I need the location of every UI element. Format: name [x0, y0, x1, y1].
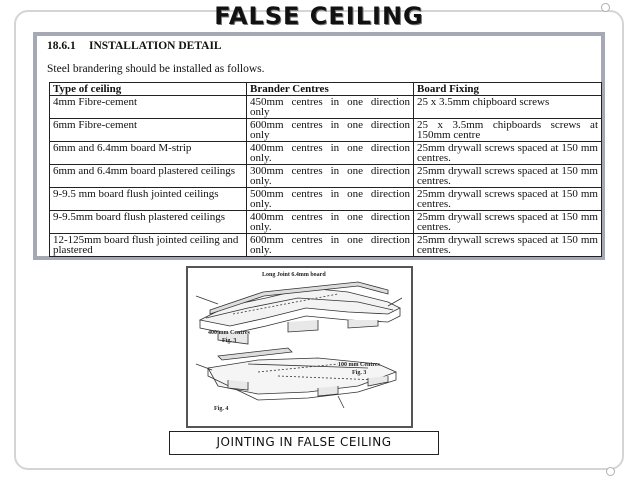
- board-fixing-cell: 25mm drywall screws spaced at 150 mm centres.: [414, 210, 602, 233]
- brander-centres-cell: 300mm centres in one direction only.: [247, 164, 414, 187]
- ceiling-type-cell: 6mm Fibre-cement: [50, 118, 247, 141]
- column-header: Board Fixing: [414, 83, 602, 96]
- diagram-label-top: Long Joint 6.4mm board: [262, 272, 326, 278]
- diagram-label-fig4-centres: 100 mm Centres: [338, 362, 380, 368]
- board-fixing-cell: 25 x 3.5mm chipboards screws at 150mm centre: [414, 118, 602, 141]
- table-row: [50, 233, 602, 256]
- brander-centres-cell: 400mm centres in one direction only.: [247, 210, 414, 233]
- jointing-diagram: [186, 266, 413, 428]
- section-number: 18.6.1: [47, 40, 76, 52]
- table-header-row: [50, 83, 602, 96]
- ceiling-type-cell: 6mm and 6.4mm board plastered ceilings: [50, 164, 247, 187]
- diagram-label-fig3: Fig. 3: [222, 338, 237, 344]
- frame-dot-bottom: [606, 467, 615, 476]
- ceiling-type-cell: 9-9.5 mm board flush jointed ceilings: [50, 187, 247, 210]
- document-scan: [33, 32, 605, 260]
- board-fixing-cell: 25mm drywall screws spaced at 150 mm centres.: [414, 233, 602, 256]
- brander-centres-cell: 600mm centres in one direction only.: [247, 233, 414, 256]
- table-row: [50, 118, 602, 141]
- section-intro: Steel brandering should be installed as follows.: [47, 63, 265, 75]
- ceiling-type-cell: 12-125mm board flush jointed ceiling and plastered: [50, 233, 247, 256]
- ceiling-type-cell: 6mm and 6.4mm board M-strip: [50, 141, 247, 164]
- board-fixing-cell: 25mm drywall screws spaced at 150 mm centres.: [414, 141, 602, 164]
- table-row: [50, 164, 602, 187]
- ceiling-joint-drawing: [188, 268, 411, 426]
- table-row: [50, 141, 602, 164]
- column-header: Type of ceiling: [50, 83, 247, 96]
- diagram-label-fig4-sub: Fig. 3: [352, 370, 367, 376]
- brander-centres-cell: 600mm centres in one direction only: [247, 118, 414, 141]
- brander-centres-cell: 500mm centres in one direction only.: [247, 187, 414, 210]
- table-row: [50, 95, 602, 118]
- table-row: [50, 187, 602, 210]
- section-title: INSTALLATION DETAIL: [89, 40, 222, 52]
- diagram-label-fig3-centres: 400 mm Centres: [208, 330, 250, 336]
- board-fixing-cell: 25mm drywall screws spaced at 150 mm centres.: [414, 164, 602, 187]
- ceiling-type-cell: 4mm Fibre-cement: [50, 95, 247, 118]
- board-fixing-cell: 25 x 3.5mm chipboard screws: [414, 95, 602, 118]
- brander-centres-cell: 450mm centres in one direction only: [247, 95, 414, 118]
- column-header: Brander Centres: [247, 83, 414, 96]
- diagram-label-fig4: Fig. 4: [214, 406, 229, 412]
- brander-centres-cell: 400mm centres in one direction only.: [247, 141, 414, 164]
- board-fixing-cell: 25mm drywall screws spaced at 150 mm centres.: [414, 187, 602, 210]
- diagram-caption: JOINTING IN FALSE CEILING: [169, 431, 439, 455]
- installation-table: [49, 82, 602, 257]
- ceiling-type-cell: 9-9.5mm board flush plastered ceilings: [50, 210, 247, 233]
- table-row: [50, 210, 602, 233]
- section-heading: [47, 40, 222, 52]
- slide-title: FALSE CEILING: [214, 2, 424, 30]
